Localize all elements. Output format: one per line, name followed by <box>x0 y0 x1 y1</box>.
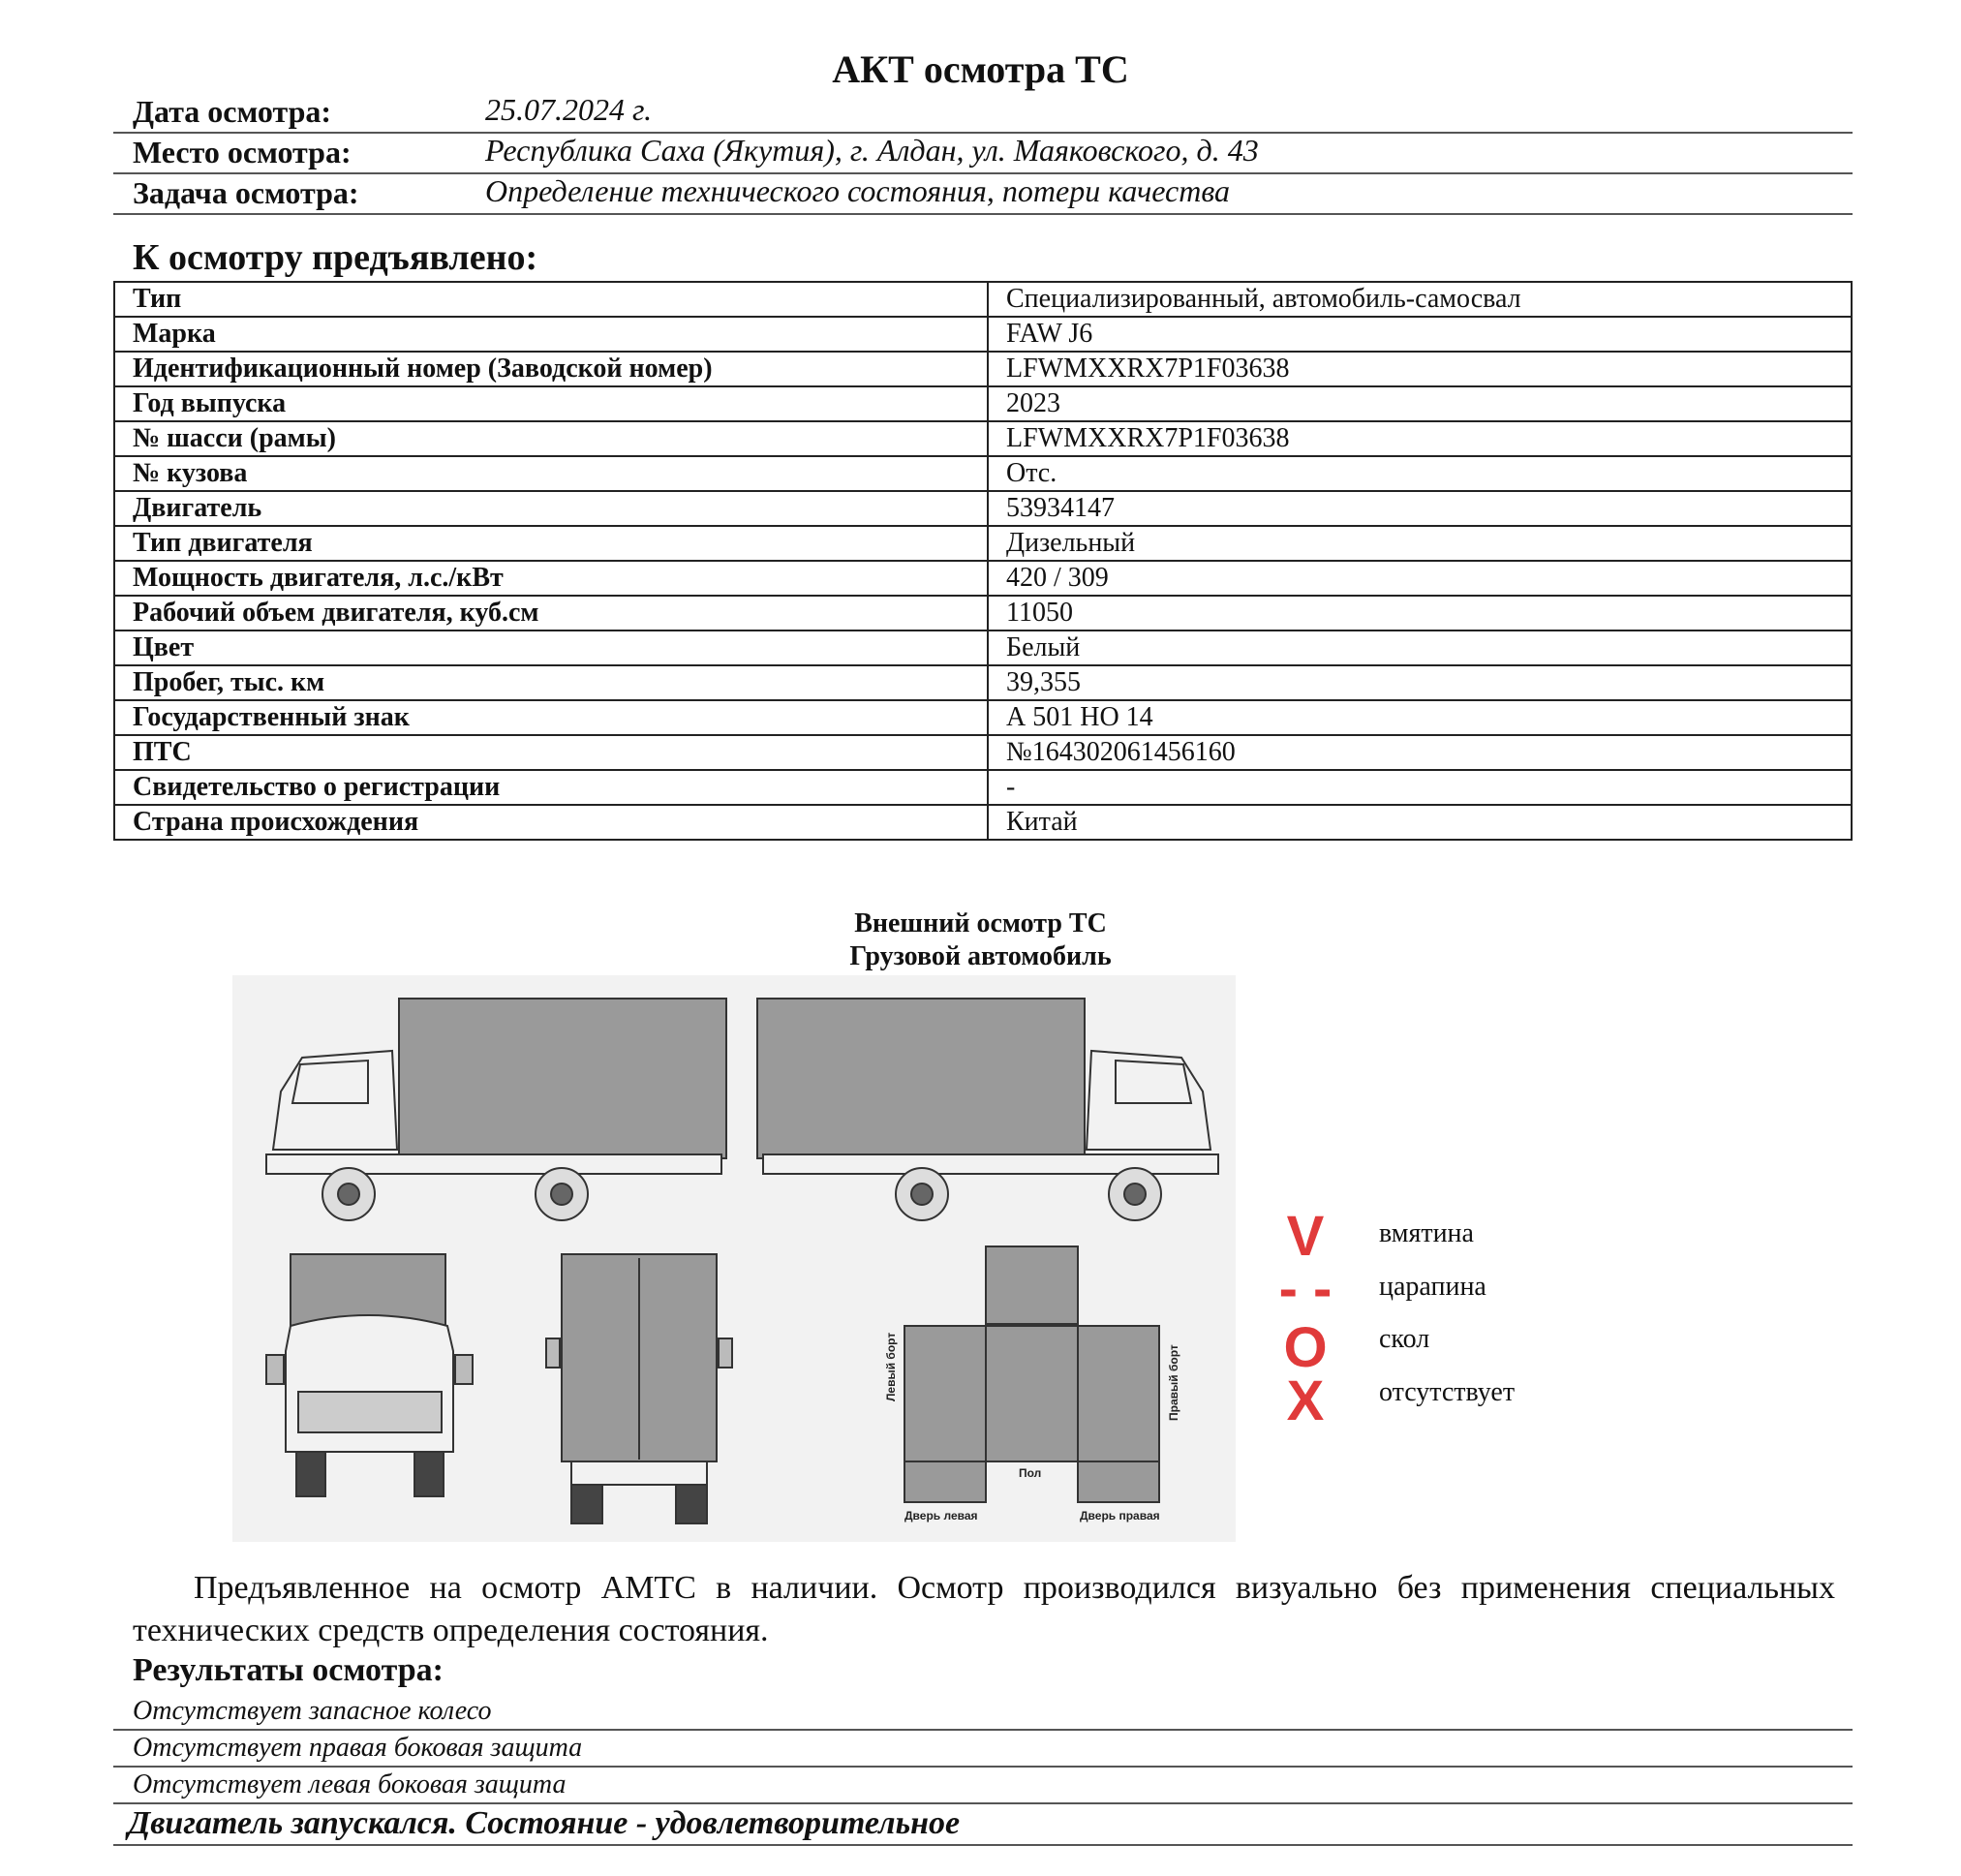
mirror-left-front-view <box>266 1355 284 1384</box>
spec-value: Белый <box>988 630 1852 665</box>
spec-value: 39,355 <box>988 665 1852 700</box>
spec-value: LFWMXXRX7P1F03638 <box>988 421 1852 456</box>
spec-key: ПТС <box>114 735 988 770</box>
spec-key: Тип двигателя <box>114 526 988 561</box>
spec-key: Тип <box>114 282 988 317</box>
spec-key: Цвет <box>114 630 988 665</box>
table-row <box>114 352 1852 386</box>
result-final-text: Двигатель запускался. Состояние - удовлетворительное <box>128 1805 961 1841</box>
table-row <box>114 526 1852 561</box>
spec-value: 420 / 309 <box>988 561 1852 596</box>
label-left-side: Левый борт <box>884 1332 898 1401</box>
unfolded-top-panel <box>986 1246 1078 1324</box>
info-value: Республика Саха (Якутия), г. Алдан, ул. Маяковского, д. 43 <box>485 133 1259 168</box>
spec-key: Пробег, тыс. км <box>114 665 988 700</box>
table-row <box>114 317 1852 352</box>
spec-key: Рабочий объем двигателя, куб.см <box>114 596 988 630</box>
label-right-door: Дверь правая <box>1080 1509 1160 1522</box>
spec-value: 2023 <box>988 386 1852 421</box>
legend-scratch-text: царапина <box>1379 1272 1486 1302</box>
legend-missing-icon: X <box>1286 1369 1325 1432</box>
unfolded-left-side-panel <box>904 1326 986 1461</box>
legend-dent-icon: V <box>1286 1205 1325 1268</box>
cab-window-left-view <box>292 1061 368 1103</box>
diagram-title: Внешний осмотр ТС <box>854 908 1107 938</box>
cargo-box-right-view <box>757 999 1085 1158</box>
table-row <box>114 561 1852 596</box>
spec-value: А 501 НО 14 <box>988 700 1852 735</box>
unfolded-floor-panel <box>986 1326 1078 1461</box>
spec-key: Двигатель <box>114 491 988 526</box>
table-row <box>114 805 1852 840</box>
legend-dent-text: вмятина <box>1379 1218 1474 1248</box>
inspection-paragraph: Предъявленное на осмотр АМТС в наличии. Осмотр производился визуально без применения специальных технических средств определения состояния. <box>133 1570 1835 1648</box>
hub-front-left-view <box>338 1184 359 1205</box>
vehicle-spec-table <box>113 281 1853 841</box>
spec-key: № шасси (рамы) <box>114 421 988 456</box>
mirror-right-rear-view <box>719 1338 732 1368</box>
spec-key: Государственный знак <box>114 700 988 735</box>
spec-key: Идентификационный номер (Заводской номер) <box>114 352 988 386</box>
table-row <box>114 282 1852 317</box>
table-row <box>114 386 1852 421</box>
result-text: Отсутствует левая боковая защита <box>133 1769 567 1799</box>
spec-key: Марка <box>114 317 988 352</box>
spec-key: Мощность двигателя, л.с./кВт <box>114 561 988 596</box>
mirror-left-rear-view <box>546 1338 560 1368</box>
spec-value: Дизельный <box>988 526 1852 561</box>
table-row <box>114 491 1852 526</box>
info-row-task <box>113 172 1853 215</box>
spec-value: Китай <box>988 805 1852 840</box>
info-row-place <box>113 132 1853 174</box>
unfolded-left-door-panel <box>904 1461 986 1502</box>
info-label: Задача осмотра: <box>133 175 359 210</box>
spec-value: FAW J6 <box>988 317 1852 352</box>
info-value: Определение технического состояния, потери качества <box>485 173 1230 208</box>
spec-key: Свидетельство о регистрации <box>114 770 988 805</box>
table-row <box>114 700 1852 735</box>
spec-key: № кузова <box>114 456 988 491</box>
table-row <box>114 735 1852 770</box>
wheel-left-rear-view <box>571 1485 602 1523</box>
spec-value: Отс. <box>988 456 1852 491</box>
result-final-line <box>113 1803 1853 1846</box>
chassis-right-view <box>763 1154 1218 1174</box>
table-row <box>114 596 1852 630</box>
label-right-side: Правый борт <box>1167 1344 1180 1421</box>
result-text: Отсутствует запасное колесо <box>133 1696 492 1726</box>
mirror-right-front-view <box>455 1355 473 1384</box>
result-text: Отсутствует правая боковая защита <box>133 1733 583 1763</box>
hub-rear-left-view <box>551 1184 572 1205</box>
info-label: Место осмотра: <box>133 135 352 169</box>
legend-chip-text: скол <box>1379 1324 1430 1354</box>
info-row-date <box>113 91 1853 134</box>
spec-value: 11050 <box>988 596 1852 630</box>
results-heading: Результаты осмотра: <box>133 1652 444 1688</box>
result-line <box>113 1730 1853 1768</box>
wheel-left-front-view <box>296 1452 325 1496</box>
info-label: Дата осмотра: <box>133 94 332 129</box>
bumper-rear-view <box>571 1461 707 1485</box>
table-row <box>114 421 1852 456</box>
spec-key: Год выпуска <box>114 386 988 421</box>
diagram-subtitle: Грузовой автомобиль <box>849 941 1112 971</box>
cab-window-right-view <box>1116 1061 1191 1103</box>
truck-inspection-diagram <box>232 975 1236 1542</box>
result-line <box>113 1693 1853 1731</box>
spec-key: Страна происхождения <box>114 805 988 840</box>
unfolded-right-side-panel <box>1078 1326 1159 1461</box>
truck-diagram-svg <box>232 975 1236 1542</box>
legend-missing-text: отсутствует <box>1379 1377 1516 1407</box>
hub-rear-right-view <box>911 1184 933 1205</box>
spec-value: №164302061456160 <box>988 735 1852 770</box>
label-floor: Пол <box>1019 1466 1042 1480</box>
grille-front-view <box>298 1392 442 1432</box>
document-title: АКТ осмотра ТС <box>832 47 1129 91</box>
hub-front-right-view <box>1124 1184 1146 1205</box>
legend-scratch-icon: - - <box>1278 1257 1333 1320</box>
legend-chip-icon: O <box>1283 1316 1328 1379</box>
spec-value: 53934147 <box>988 491 1852 526</box>
unfolded-right-door-panel <box>1078 1461 1159 1502</box>
chassis-left-view <box>266 1154 721 1174</box>
spec-value: LFWMXXRX7P1F03638 <box>988 352 1852 386</box>
wheel-right-front-view <box>414 1452 444 1496</box>
info-value: 25.07.2024 г. <box>485 92 653 127</box>
spec-value: Специализированный, автомобиль-самосвал <box>988 282 1852 317</box>
presented-heading: К осмотру предъявлено: <box>133 237 538 278</box>
table-row <box>114 630 1852 665</box>
label-left-door: Дверь левая <box>904 1509 978 1522</box>
table-row <box>114 665 1852 700</box>
result-line <box>113 1767 1853 1804</box>
cargo-box-left-view <box>399 999 726 1158</box>
wheel-right-rear-view <box>676 1485 707 1523</box>
table-row <box>114 456 1852 491</box>
spec-value: - <box>988 770 1852 805</box>
table-row <box>114 770 1852 805</box>
